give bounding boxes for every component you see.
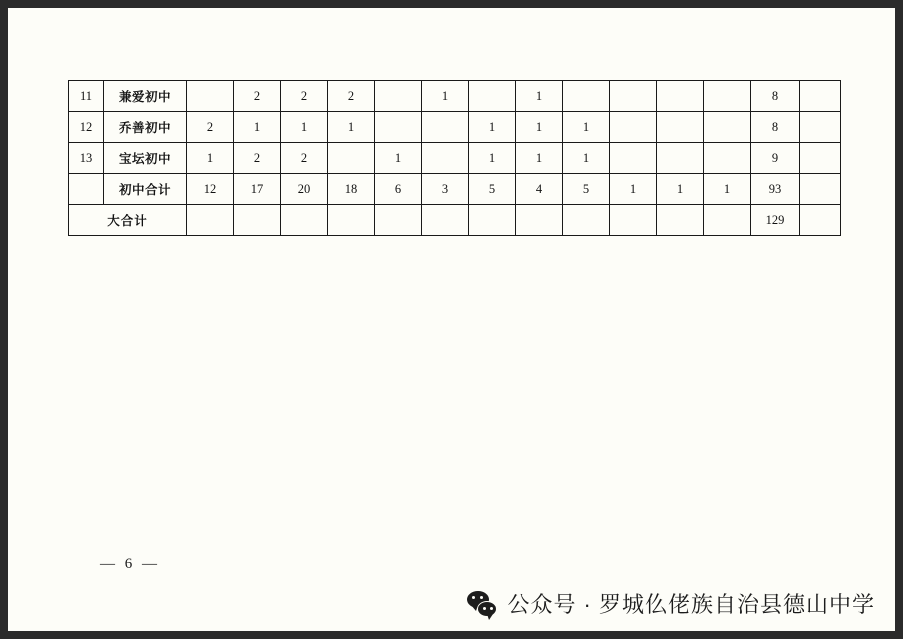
footer-brand (467, 588, 875, 619)
cell-value: 2 (281, 143, 328, 174)
row-index: 12 (69, 112, 104, 143)
cell-value (469, 205, 516, 236)
table-row (69, 81, 841, 112)
cell-value (422, 112, 469, 143)
cell-value: 20 (281, 174, 328, 205)
cell-value (187, 81, 234, 112)
row-total: 8 (751, 112, 800, 143)
cell-tail (800, 143, 841, 174)
cell-value (563, 205, 610, 236)
cell-value: 1 (187, 143, 234, 174)
cell-value (469, 81, 516, 112)
cell-value: 1 (516, 143, 563, 174)
cell-tail (800, 81, 841, 112)
cell-value: 6 (375, 174, 422, 205)
cell-value: 2 (234, 143, 281, 174)
cell-value: 2 (234, 81, 281, 112)
cell-value (610, 205, 657, 236)
cell-value (234, 205, 281, 236)
cell-value: 5 (563, 174, 610, 205)
cell-value: 12 (187, 174, 234, 205)
cell-value: 1 (610, 174, 657, 205)
row-index: 11 (69, 81, 104, 112)
cell-value: 1 (375, 143, 422, 174)
row-school-name: 乔善初中 (104, 112, 187, 143)
table-row (69, 112, 841, 143)
cell-value: 17 (234, 174, 281, 205)
cell-tail (800, 112, 841, 143)
cell-value (328, 143, 375, 174)
cell-value (610, 112, 657, 143)
cell-value: 18 (328, 174, 375, 205)
cell-value (422, 143, 469, 174)
row-index (69, 174, 104, 205)
row-school-name: 兼爱初中 (104, 81, 187, 112)
cell-value: 5 (469, 174, 516, 205)
cell-value (516, 205, 563, 236)
cell-value: 1 (516, 112, 563, 143)
cell-value: 2 (328, 81, 375, 112)
wechat-icon (467, 591, 497, 617)
cell-value: 1 (328, 112, 375, 143)
cell-value (375, 205, 422, 236)
cell-tail (800, 174, 841, 205)
cell-value: 1 (422, 81, 469, 112)
cell-value (657, 205, 704, 236)
cell-value: 1 (281, 112, 328, 143)
document-page (8, 8, 895, 631)
row-total: 129 (751, 205, 800, 236)
cell-value (610, 81, 657, 112)
statistics-table (68, 80, 841, 236)
page-number: — 6 — (100, 556, 160, 572)
row-school-name: 大合计 (69, 205, 187, 236)
cell-value: 4 (516, 174, 563, 205)
cell-value (704, 143, 751, 174)
cell-value: 1 (563, 112, 610, 143)
cell-value (704, 112, 751, 143)
row-school-name: 宝坛初中 (104, 143, 187, 174)
cell-value (657, 81, 704, 112)
cell-value: 1 (657, 174, 704, 205)
row-index: 13 (69, 143, 104, 174)
cell-value: 1 (563, 143, 610, 174)
cell-value (328, 205, 375, 236)
cell-value (563, 81, 610, 112)
table-body (69, 81, 841, 236)
table-row-subtotal (69, 174, 841, 205)
cell-value: 1 (516, 81, 563, 112)
table-row-grand-total (69, 205, 841, 236)
cell-value (375, 81, 422, 112)
document-sheet (8, 8, 895, 631)
cell-value (422, 205, 469, 236)
cell-value (657, 143, 704, 174)
cell-value: 1 (704, 174, 751, 205)
cell-value: 1 (469, 143, 516, 174)
cell-value: 3 (422, 174, 469, 205)
cell-value (375, 112, 422, 143)
cell-value: 2 (187, 112, 234, 143)
cell-value (610, 143, 657, 174)
cell-value (281, 205, 328, 236)
cell-value (704, 205, 751, 236)
cell-value: 1 (234, 112, 281, 143)
footer-brand-text: 公众号 · 罗城仫佬族自治县德山中学 (507, 592, 875, 617)
row-total: 9 (751, 143, 800, 174)
row-school-name: 初中合计 (104, 174, 187, 205)
cell-value (187, 205, 234, 236)
cell-value: 1 (469, 112, 516, 143)
row-total: 8 (751, 81, 800, 112)
row-total: 93 (751, 174, 800, 205)
cell-tail (800, 205, 841, 236)
cell-value: 2 (281, 81, 328, 112)
table-row (69, 143, 841, 174)
cell-value (657, 112, 704, 143)
cell-value (704, 81, 751, 112)
